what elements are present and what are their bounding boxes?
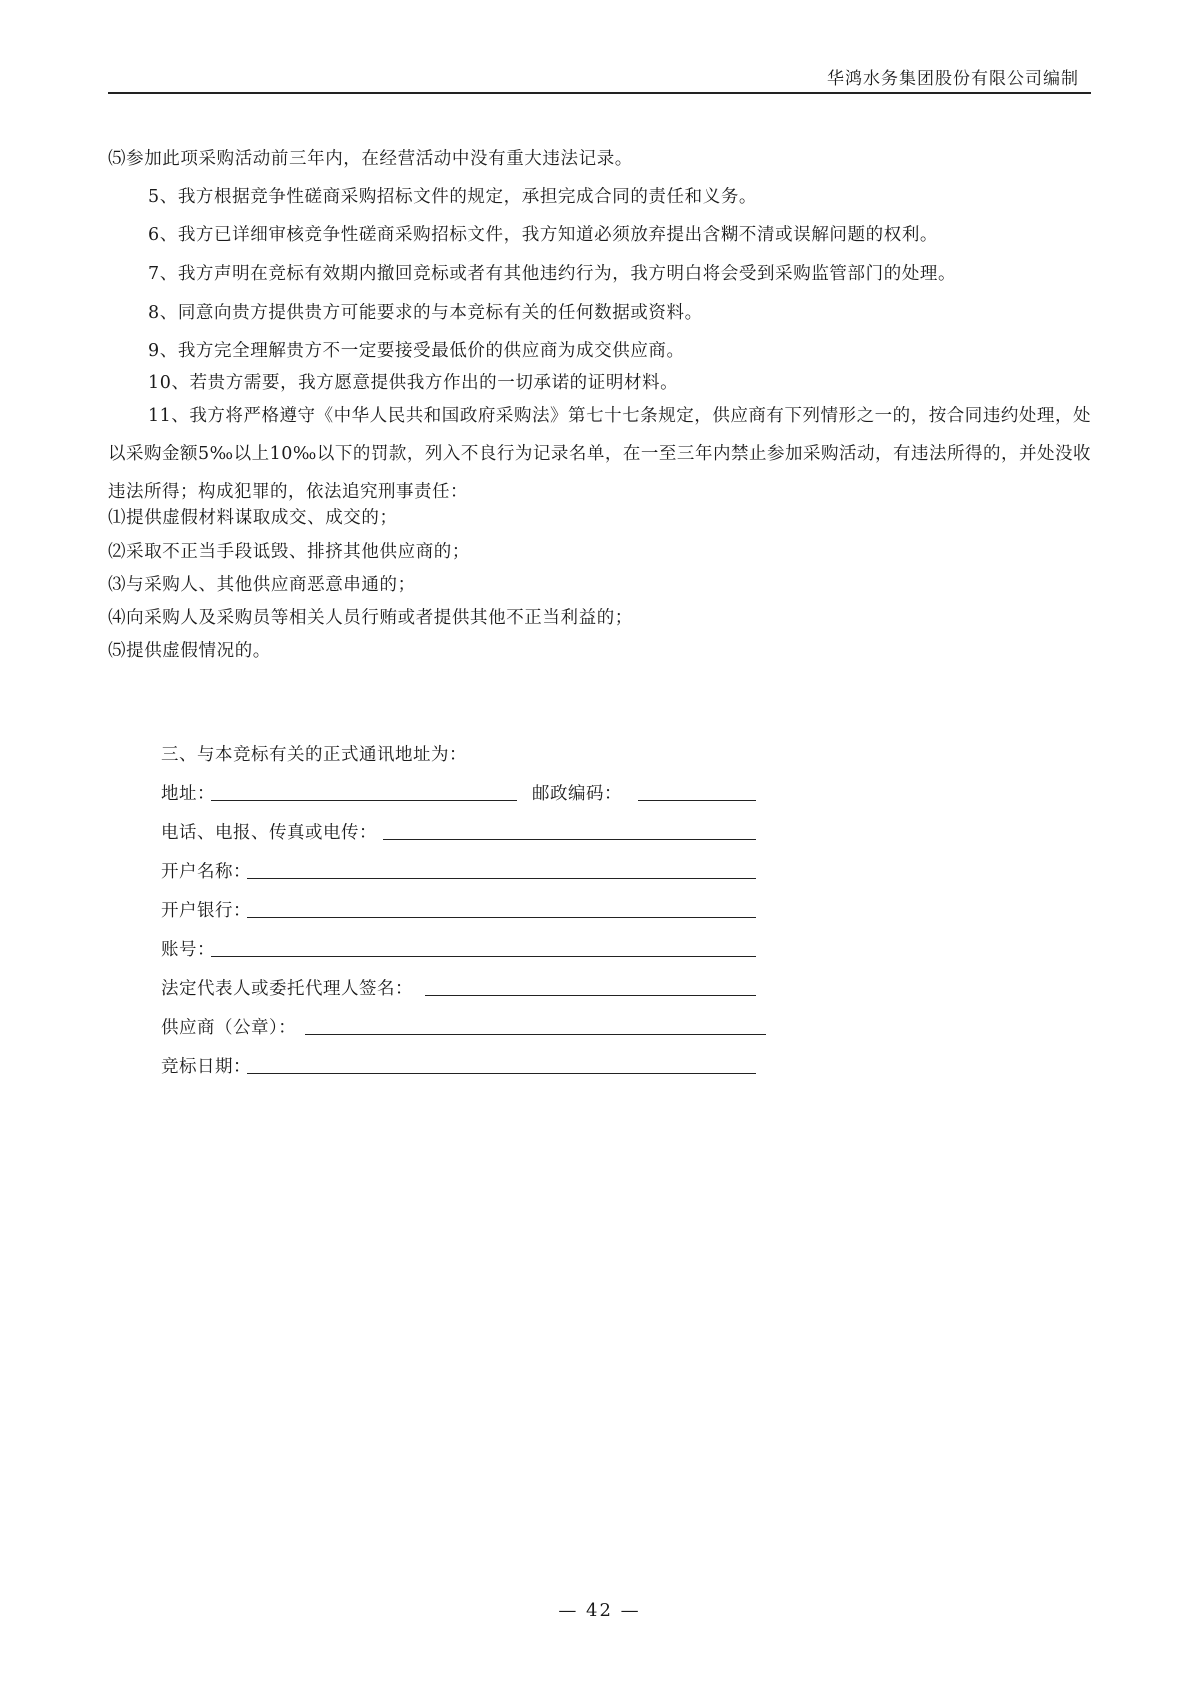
contact-heading: 三、与本竞标有关的正式通讯地址为： — [161, 745, 467, 765]
supplier-seal-label: 供应商（公章）： — [161, 1018, 297, 1038]
supplier-seal-field[interactable] — [305, 1034, 766, 1035]
clause-11: 11、我方将严格遵守《中华人民共和国政府采购法》第七十七条规定，供应商有下列情形之一的，按合同违约处理，处以采购金额5‰以上10‰以下的罚款，列入不良行为记录名单，在一至三年内禁止参加采购活动，有违法所得的，并处没收违法所得；构成犯罪的，依法追究刑事责任： — [108, 406, 1091, 502]
clause-9: 9、我方完全理解贵方不一定要接受最低价的供应商为成交供应商。 — [148, 341, 685, 361]
bank-field[interactable] — [247, 917, 756, 918]
page-number: — 42 — — [558, 1600, 641, 1621]
clause-7: 7、我方声明在竞标有效期内撤回竞标或者有其他违约行为，我方明白将会受到采购监管部门的处理。 — [148, 264, 957, 284]
address-field[interactable] — [211, 800, 517, 801]
sub-item-4: ⑷向采购人及采购员等相关人员行贿或者提供其他不正当利益的； — [108, 608, 633, 628]
phone-label: 电话、电报、传真或电传： — [161, 823, 377, 843]
phone-field[interactable] — [383, 839, 756, 840]
clause-8: 8、同意向贵方提供贵方可能要求的与本竞标有关的任何数据或资料。 — [148, 303, 703, 323]
postcode-label: 邮政编码： — [532, 784, 622, 804]
account-number-label: 账号： — [161, 940, 215, 960]
clause-5-sub-item: ⑸参加此项采购活动前三年内，在经营活动中没有重大违法记录。 — [108, 149, 633, 169]
signature-label: 法定代表人或委托代理人签名： — [161, 979, 413, 999]
header-company: 华鸿水务集团股份有限公司编制 — [827, 69, 1079, 89]
address-label: 地址： — [161, 784, 215, 804]
account-name-label: 开户名称： — [161, 862, 251, 882]
postcode-field[interactable] — [638, 800, 756, 801]
bank-label: 开户银行： — [161, 901, 251, 921]
clause-10: 10、若贵方需要，我方愿意提供我方作出的一切承诺的证明材料。 — [148, 373, 679, 393]
sub-item-2: ⑵采取不正当手段诋毁、排挤其他供应商的； — [108, 542, 470, 562]
sub-item-3: ⑶与采购人、其他供应商恶意串通的； — [108, 575, 416, 595]
sub-item-1: ⑴提供虚假材料谋取成交、成交的； — [108, 508, 398, 528]
bid-date-field[interactable] — [247, 1073, 756, 1074]
signature-field[interactable] — [425, 995, 756, 996]
sub-item-5: ⑸提供虚假情况的。 — [108, 641, 271, 661]
bid-date-label: 竞标日期： — [161, 1057, 251, 1077]
account-number-field[interactable] — [211, 956, 756, 957]
header-divider — [108, 92, 1091, 94]
clause-6: 6、我方已详细审核竞争性磋商采购招标文件，我方知道必须放弃提出含糊不清或误解问题的权利。 — [148, 225, 939, 245]
clause-5: 5、我方根据竞争性磋商采购招标文件的规定，承担完成合同的责任和义务。 — [148, 187, 758, 207]
account-name-field[interactable] — [247, 878, 756, 879]
